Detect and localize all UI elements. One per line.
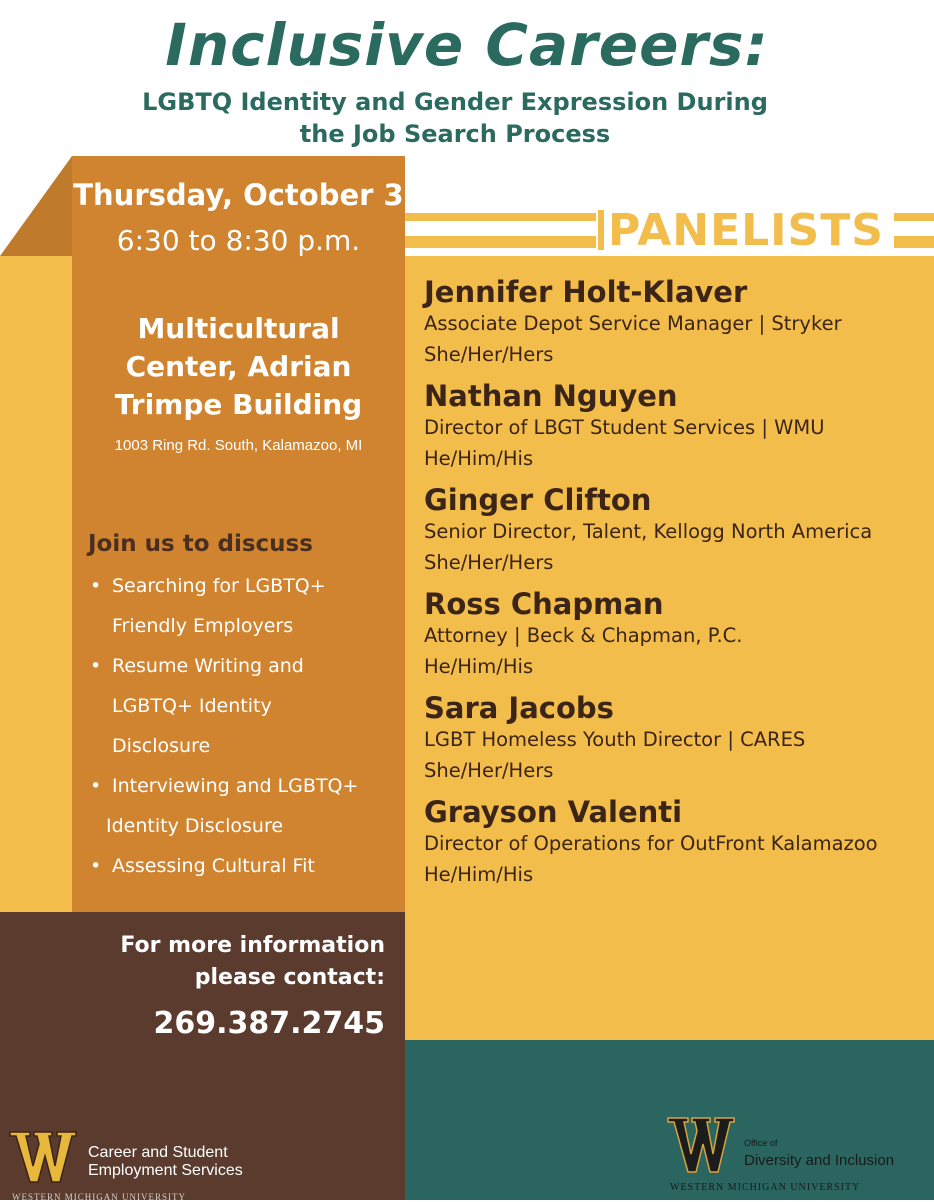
- wmu-w-logo-icon: [8, 1126, 78, 1186]
- folded-corner-shape: [0, 156, 72, 256]
- panelist-entry: [424, 688, 924, 792]
- panelist-entry: [424, 480, 924, 584]
- contact-label: [40, 930, 385, 994]
- panelist-name: Grayson Valenti: [424, 795, 683, 829]
- department-name: Diversity and Inclusion: [744, 1152, 895, 1169]
- event-address: 1003 Ring Rd. South, Kalamazoo, MI: [114, 437, 363, 454]
- diversity-inclusion-logo: [660, 1112, 934, 1200]
- event-date: Thursday, October 3: [73, 178, 404, 212]
- panelists-heading-rule: [598, 210, 604, 250]
- panelist-entry: [424, 792, 924, 896]
- panelist-entry: [424, 584, 924, 688]
- panelist-entry: [424, 272, 924, 376]
- panelist-entry: [424, 376, 924, 480]
- venue-line-3: Trimpe Building: [114, 388, 363, 421]
- career-services-logo: [8, 1126, 368, 1200]
- topic-item: [86, 566, 402, 646]
- panelist-role: Attorney | Beck & Chapman, P.C.: [424, 624, 743, 647]
- poster-title: Inclusive Careers:: [165, 11, 769, 79]
- panelist-pronouns: He/Him/His: [424, 863, 534, 886]
- contact-phone: 269.387.2745: [153, 1006, 385, 1041]
- logo-text-line: Employment Services: [88, 1162, 243, 1179]
- topic-item: [86, 846, 402, 886]
- topic-item: [86, 646, 402, 766]
- panelist-pronouns: He/Him/His: [424, 655, 534, 678]
- topic-line: Friendly Employers: [112, 615, 294, 637]
- panelist-name: Ginger Clifton: [424, 483, 652, 517]
- career-services-name: [88, 1144, 243, 1180]
- topic-line: Identity Disclosure: [106, 815, 284, 837]
- venue-line-1: Multicultural: [137, 312, 340, 345]
- panelist-name: Ross Chapman: [424, 587, 664, 621]
- topic-line: Disclosure: [112, 735, 211, 757]
- topic-line: • Interviewing and LGBTQ+: [112, 775, 359, 797]
- topic-line: • Resume Writing and: [112, 655, 304, 677]
- panelist-pronouns: She/Her/Hers: [424, 759, 554, 782]
- university-name: WESTERN MICHIGAN UNIVERSITY: [12, 1192, 186, 1202]
- panelist-name: Nathan Nguyen: [424, 379, 678, 413]
- panelist-role: Director of Operations for OutFront Kalamazoo: [424, 832, 878, 855]
- subtitle-line-1: LGBTQ Identity and Gender Expression During: [142, 88, 768, 116]
- discussion-topics-list: [86, 566, 402, 886]
- subtitle-line-2: the Job Search Process: [299, 120, 611, 148]
- panelist-pronouns: She/Her/Hers: [424, 343, 554, 366]
- topic-line: LGBTQ+ Identity: [112, 695, 272, 717]
- topic-item: [86, 766, 402, 846]
- office-label: Office of: [744, 1138, 778, 1148]
- panelist-list: [424, 272, 924, 896]
- logo-text-line: Career and Student: [88, 1144, 228, 1161]
- panelist-name: Jennifer Holt-Klaver: [424, 275, 748, 309]
- panelist-pronouns: She/Her/Hers: [424, 551, 554, 574]
- venue-line-2: Center, Adrian: [125, 350, 352, 383]
- topic-line: • Assessing Cultural Fit: [112, 855, 315, 877]
- wmu-w-logo-icon: [666, 1112, 736, 1176]
- panelist-role: Director of LBGT Student Services | WMU: [424, 416, 825, 439]
- panelist-role: LGBT Homeless Youth Director | CARES: [424, 728, 806, 751]
- panelist-role: Senior Director, Talent, Kellogg North America: [424, 520, 873, 543]
- discuss-heading: Join us to discuss: [88, 531, 313, 557]
- panelist-pronouns: He/Him/His: [424, 447, 534, 470]
- panelists-heading: PANELISTS: [608, 205, 884, 256]
- panelist-name: Sara Jacobs: [424, 691, 614, 725]
- contact-line-2: please contact:: [194, 965, 385, 990]
- event-time: 6:30 to 8:30 p.m.: [116, 224, 361, 257]
- panelist-role: Associate Depot Service Manager | Stryker: [424, 312, 842, 335]
- university-name: WESTERN MICHIGAN UNIVERSITY: [670, 1182, 861, 1193]
- contact-line-1: For more information: [120, 933, 385, 958]
- topic-line: • Searching for LGBTQ+: [112, 575, 326, 597]
- poster-subtitle: [0, 86, 910, 150]
- event-venue: [72, 310, 405, 424]
